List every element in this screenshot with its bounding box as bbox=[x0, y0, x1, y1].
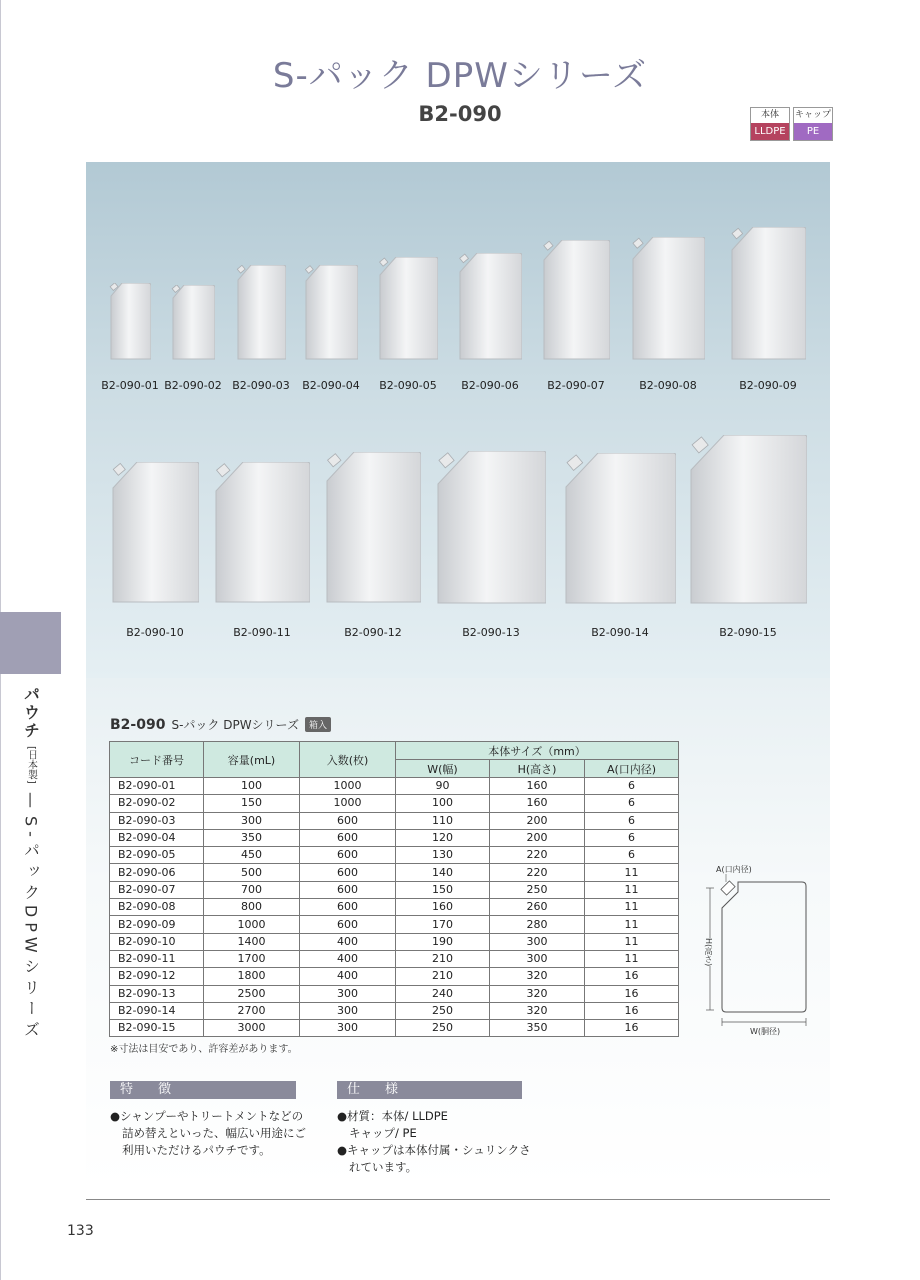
table-cell: 300 bbox=[204, 812, 300, 829]
table-cell: 110 bbox=[396, 812, 490, 829]
table-cell: B2-090-08 bbox=[110, 899, 204, 916]
table-cell: B2-090-15 bbox=[110, 1020, 204, 1037]
table-cell: 6 bbox=[585, 812, 679, 829]
header-capacity: 容量(mL) bbox=[204, 742, 300, 778]
table-cell: 140 bbox=[396, 864, 490, 881]
table-cell: B2-090-09 bbox=[110, 916, 204, 933]
pouch-code-label: B2-090-04 bbox=[302, 379, 360, 392]
pouch-outline-icon bbox=[700, 860, 820, 1040]
table-cell: 300 bbox=[300, 985, 396, 1002]
table-cell: 600 bbox=[300, 812, 396, 829]
header-a: A(口内径) bbox=[585, 760, 679, 778]
sidebar-category: パウチ bbox=[21, 686, 41, 740]
table-cell: 300 bbox=[490, 950, 585, 967]
table-cell: B2-090-10 bbox=[110, 933, 204, 950]
table-cell: 11 bbox=[585, 950, 679, 967]
features-line: 詰め替えといった、幅広い用途にご bbox=[122, 1126, 306, 1140]
pouch-image bbox=[236, 265, 286, 361]
header-h: H(高さ) bbox=[490, 760, 585, 778]
table-cell: 450 bbox=[204, 847, 300, 864]
specs-title: 仕 様 bbox=[337, 1081, 522, 1099]
table-cell: 1000 bbox=[300, 795, 396, 812]
pouch-code-label: B2-090-10 bbox=[126, 626, 184, 639]
table-cell: 250 bbox=[490, 881, 585, 898]
table-cell: 130 bbox=[396, 847, 490, 864]
pouch-image bbox=[304, 265, 358, 361]
table-cell: 600 bbox=[300, 847, 396, 864]
table-cell: 700 bbox=[204, 881, 300, 898]
table-cell: 600 bbox=[300, 881, 396, 898]
material-tag-body bbox=[750, 107, 790, 141]
pouch-code-label: B2-090-11 bbox=[233, 626, 291, 639]
material-value: PE bbox=[794, 123, 832, 140]
pouch-code-label: B2-090-03 bbox=[232, 379, 290, 392]
pouch-image bbox=[378, 257, 438, 361]
table-cell: 250 bbox=[396, 1002, 490, 1019]
table-cell: 16 bbox=[585, 968, 679, 985]
table-row bbox=[110, 985, 679, 1002]
table-cell: 400 bbox=[300, 950, 396, 967]
table-cell: 6 bbox=[585, 778, 679, 795]
table-cell: 250 bbox=[396, 1020, 490, 1037]
pouch-code-label: B2-090-14 bbox=[591, 626, 649, 639]
table-cell: 600 bbox=[300, 864, 396, 881]
table-row bbox=[110, 881, 679, 898]
table-cell: 1700 bbox=[204, 950, 300, 967]
pouch-code-label: B2-090-05 bbox=[379, 379, 437, 392]
table-cell: 1000 bbox=[300, 778, 396, 795]
pouch-image bbox=[436, 451, 546, 605]
table-row bbox=[110, 933, 679, 950]
table-row bbox=[110, 812, 679, 829]
table-cell: 800 bbox=[204, 899, 300, 916]
table-cell: 16 bbox=[585, 1020, 679, 1037]
pouch-code-label: B2-090-13 bbox=[462, 626, 520, 639]
table-cell: 240 bbox=[396, 985, 490, 1002]
table-row bbox=[110, 864, 679, 881]
table-row bbox=[110, 1020, 679, 1037]
material-value: LLDPE bbox=[751, 123, 789, 140]
pouch-image bbox=[171, 285, 215, 361]
table-cell: 320 bbox=[490, 1002, 585, 1019]
pouch-code-label: B2-090-12 bbox=[344, 626, 402, 639]
sidebar-dash: — bbox=[21, 791, 41, 808]
table-cell: 600 bbox=[300, 916, 396, 933]
features-text bbox=[110, 1108, 306, 1159]
pouch-code-label: B2-090-02 bbox=[164, 379, 222, 392]
pouch-image bbox=[458, 253, 522, 361]
table-cell: 300 bbox=[300, 1002, 396, 1019]
table-cell: 6 bbox=[585, 795, 679, 812]
table-cell: B2-090-05 bbox=[110, 847, 204, 864]
sidebar-origin: [日本製] bbox=[25, 746, 37, 784]
table-cell: 16 bbox=[585, 1002, 679, 1019]
diagram-a-label: A(口内径) bbox=[716, 865, 752, 874]
table-cell: 350 bbox=[204, 829, 300, 846]
table-cell: 11 bbox=[585, 881, 679, 898]
table-cell: B2-090-11 bbox=[110, 950, 204, 967]
material-label: キャップ bbox=[794, 108, 832, 123]
table-cell: 160 bbox=[490, 795, 585, 812]
table-cell: 11 bbox=[585, 933, 679, 950]
pouch-code-label: B2-090-15 bbox=[719, 626, 777, 639]
header-w: W(幅) bbox=[396, 760, 490, 778]
table-row bbox=[110, 968, 679, 985]
specs-line: キャップ/ PE bbox=[349, 1126, 417, 1140]
table-cell: 220 bbox=[490, 847, 585, 864]
table-row bbox=[110, 829, 679, 846]
table-cell: 600 bbox=[300, 829, 396, 846]
table-cell: 16 bbox=[585, 985, 679, 1002]
table-cell: 150 bbox=[396, 881, 490, 898]
table-cell: 300 bbox=[490, 933, 585, 950]
table-heading-series: S-パック DPWシリーズ bbox=[171, 718, 299, 732]
features-line: ●シャンプーやトリートメントなどの bbox=[110, 1109, 304, 1123]
table-cell: B2-090-14 bbox=[110, 1002, 204, 1019]
table-cell: 170 bbox=[396, 916, 490, 933]
table-cell: 11 bbox=[585, 864, 679, 881]
pouch-image bbox=[542, 240, 610, 361]
pouch-image bbox=[111, 462, 199, 604]
specs-line: れています。 bbox=[349, 1160, 418, 1174]
spec-table bbox=[109, 741, 679, 1037]
table-cell: 350 bbox=[490, 1020, 585, 1037]
tolerance-note: ※寸法は目安であり、許容差があります。 bbox=[110, 1044, 298, 1055]
product-code: B2-090 bbox=[418, 102, 502, 126]
table-cell: 100 bbox=[204, 778, 300, 795]
table-row bbox=[110, 916, 679, 933]
table-cell: 1400 bbox=[204, 933, 300, 950]
sidebar-series: S-パックDPWシリーズ bbox=[21, 815, 41, 1042]
table-row bbox=[110, 778, 679, 795]
table-cell: 100 bbox=[396, 795, 490, 812]
table-cell: B2-090-04 bbox=[110, 829, 204, 846]
header-code: コード番号 bbox=[110, 742, 204, 778]
table-cell: 2700 bbox=[204, 1002, 300, 1019]
table-cell: 150 bbox=[204, 795, 300, 812]
table-cell: 300 bbox=[300, 1020, 396, 1037]
table-cell: B2-090-02 bbox=[110, 795, 204, 812]
material-label: 本体 bbox=[751, 108, 789, 123]
table-row bbox=[110, 795, 679, 812]
table-cell: 90 bbox=[396, 778, 490, 795]
pouch-code-label: B2-090-09 bbox=[739, 379, 797, 392]
table-row bbox=[110, 899, 679, 916]
page-title: S-パック DPWシリーズ bbox=[272, 56, 648, 96]
boxed-badge: 箱入 bbox=[305, 717, 331, 732]
table-cell: 2500 bbox=[204, 985, 300, 1002]
table-row bbox=[110, 950, 679, 967]
table-cell: 400 bbox=[300, 968, 396, 985]
table-cell: B2-090-07 bbox=[110, 881, 204, 898]
table-cell: 1800 bbox=[204, 968, 300, 985]
table-cell: 280 bbox=[490, 916, 585, 933]
header-size: 本体サイズ（mm） bbox=[396, 742, 679, 760]
table-cell: 160 bbox=[490, 778, 585, 795]
table-row bbox=[110, 847, 679, 864]
pouch-image bbox=[631, 237, 705, 361]
specs-line: ●材質：本体/ LLDPE bbox=[337, 1109, 448, 1123]
sidebar-vertical-label bbox=[14, 686, 48, 1042]
table-cell: 6 bbox=[585, 847, 679, 864]
table-cell: B2-090-03 bbox=[110, 812, 204, 829]
pouch-image bbox=[564, 453, 676, 605]
table-cell: 400 bbox=[300, 933, 396, 950]
table-cell: 600 bbox=[300, 899, 396, 916]
table-cell: 200 bbox=[490, 812, 585, 829]
table-heading-code: B2-090 bbox=[110, 716, 166, 733]
pouch-image bbox=[214, 462, 310, 604]
table-cell: 260 bbox=[490, 899, 585, 916]
table-cell: 120 bbox=[396, 829, 490, 846]
features-title: 特 徴 bbox=[110, 1081, 296, 1099]
pouch-code-label: B2-090-08 bbox=[639, 379, 697, 392]
table-cell: 320 bbox=[490, 985, 585, 1002]
material-tag-cap bbox=[793, 107, 833, 141]
pouch-code-label: B2-090-07 bbox=[547, 379, 605, 392]
table-cell: 220 bbox=[490, 864, 585, 881]
pouch-image bbox=[730, 227, 806, 361]
table-cell: 190 bbox=[396, 933, 490, 950]
table-cell: 1000 bbox=[204, 916, 300, 933]
specs-line: ●キャップは本体付属・シュリンクさ bbox=[337, 1143, 531, 1157]
table-cell: B2-090-13 bbox=[110, 985, 204, 1002]
material-tags bbox=[750, 107, 833, 141]
table-cell: 160 bbox=[396, 899, 490, 916]
table-cell: B2-090-06 bbox=[110, 864, 204, 881]
table-heading bbox=[110, 716, 331, 733]
pouch-image bbox=[109, 283, 151, 361]
footer-divider bbox=[86, 1199, 830, 1200]
category-tab bbox=[0, 612, 61, 674]
table-cell: 11 bbox=[585, 916, 679, 933]
diagram-w-label: W(胴径) bbox=[750, 1027, 781, 1036]
table-cell: 200 bbox=[490, 829, 585, 846]
table-cell: 3000 bbox=[204, 1020, 300, 1037]
header-qty: 入数(枚) bbox=[300, 742, 396, 778]
table-cell: 6 bbox=[585, 829, 679, 846]
features-line: 利用いただけるパウチです。 bbox=[122, 1143, 271, 1157]
specs-text bbox=[337, 1108, 531, 1176]
pouch-code-label: B2-090-06 bbox=[461, 379, 519, 392]
table-cell: 210 bbox=[396, 950, 490, 967]
table-cell: B2-090-12 bbox=[110, 968, 204, 985]
table-cell: 500 bbox=[204, 864, 300, 881]
pouch-image bbox=[325, 452, 421, 604]
pouch-code-label: B2-090-01 bbox=[101, 379, 159, 392]
diagram-h-label: H(高さ) bbox=[704, 938, 713, 967]
table-row bbox=[110, 1002, 679, 1019]
spec-table-body bbox=[110, 778, 679, 1037]
table-cell: 11 bbox=[585, 899, 679, 916]
page-number: 133 bbox=[67, 1223, 94, 1239]
table-cell: B2-090-01 bbox=[110, 778, 204, 795]
dimension-diagram bbox=[700, 860, 820, 1040]
pouch-image bbox=[689, 435, 807, 605]
table-cell: 210 bbox=[396, 968, 490, 985]
table-cell: 320 bbox=[490, 968, 585, 985]
